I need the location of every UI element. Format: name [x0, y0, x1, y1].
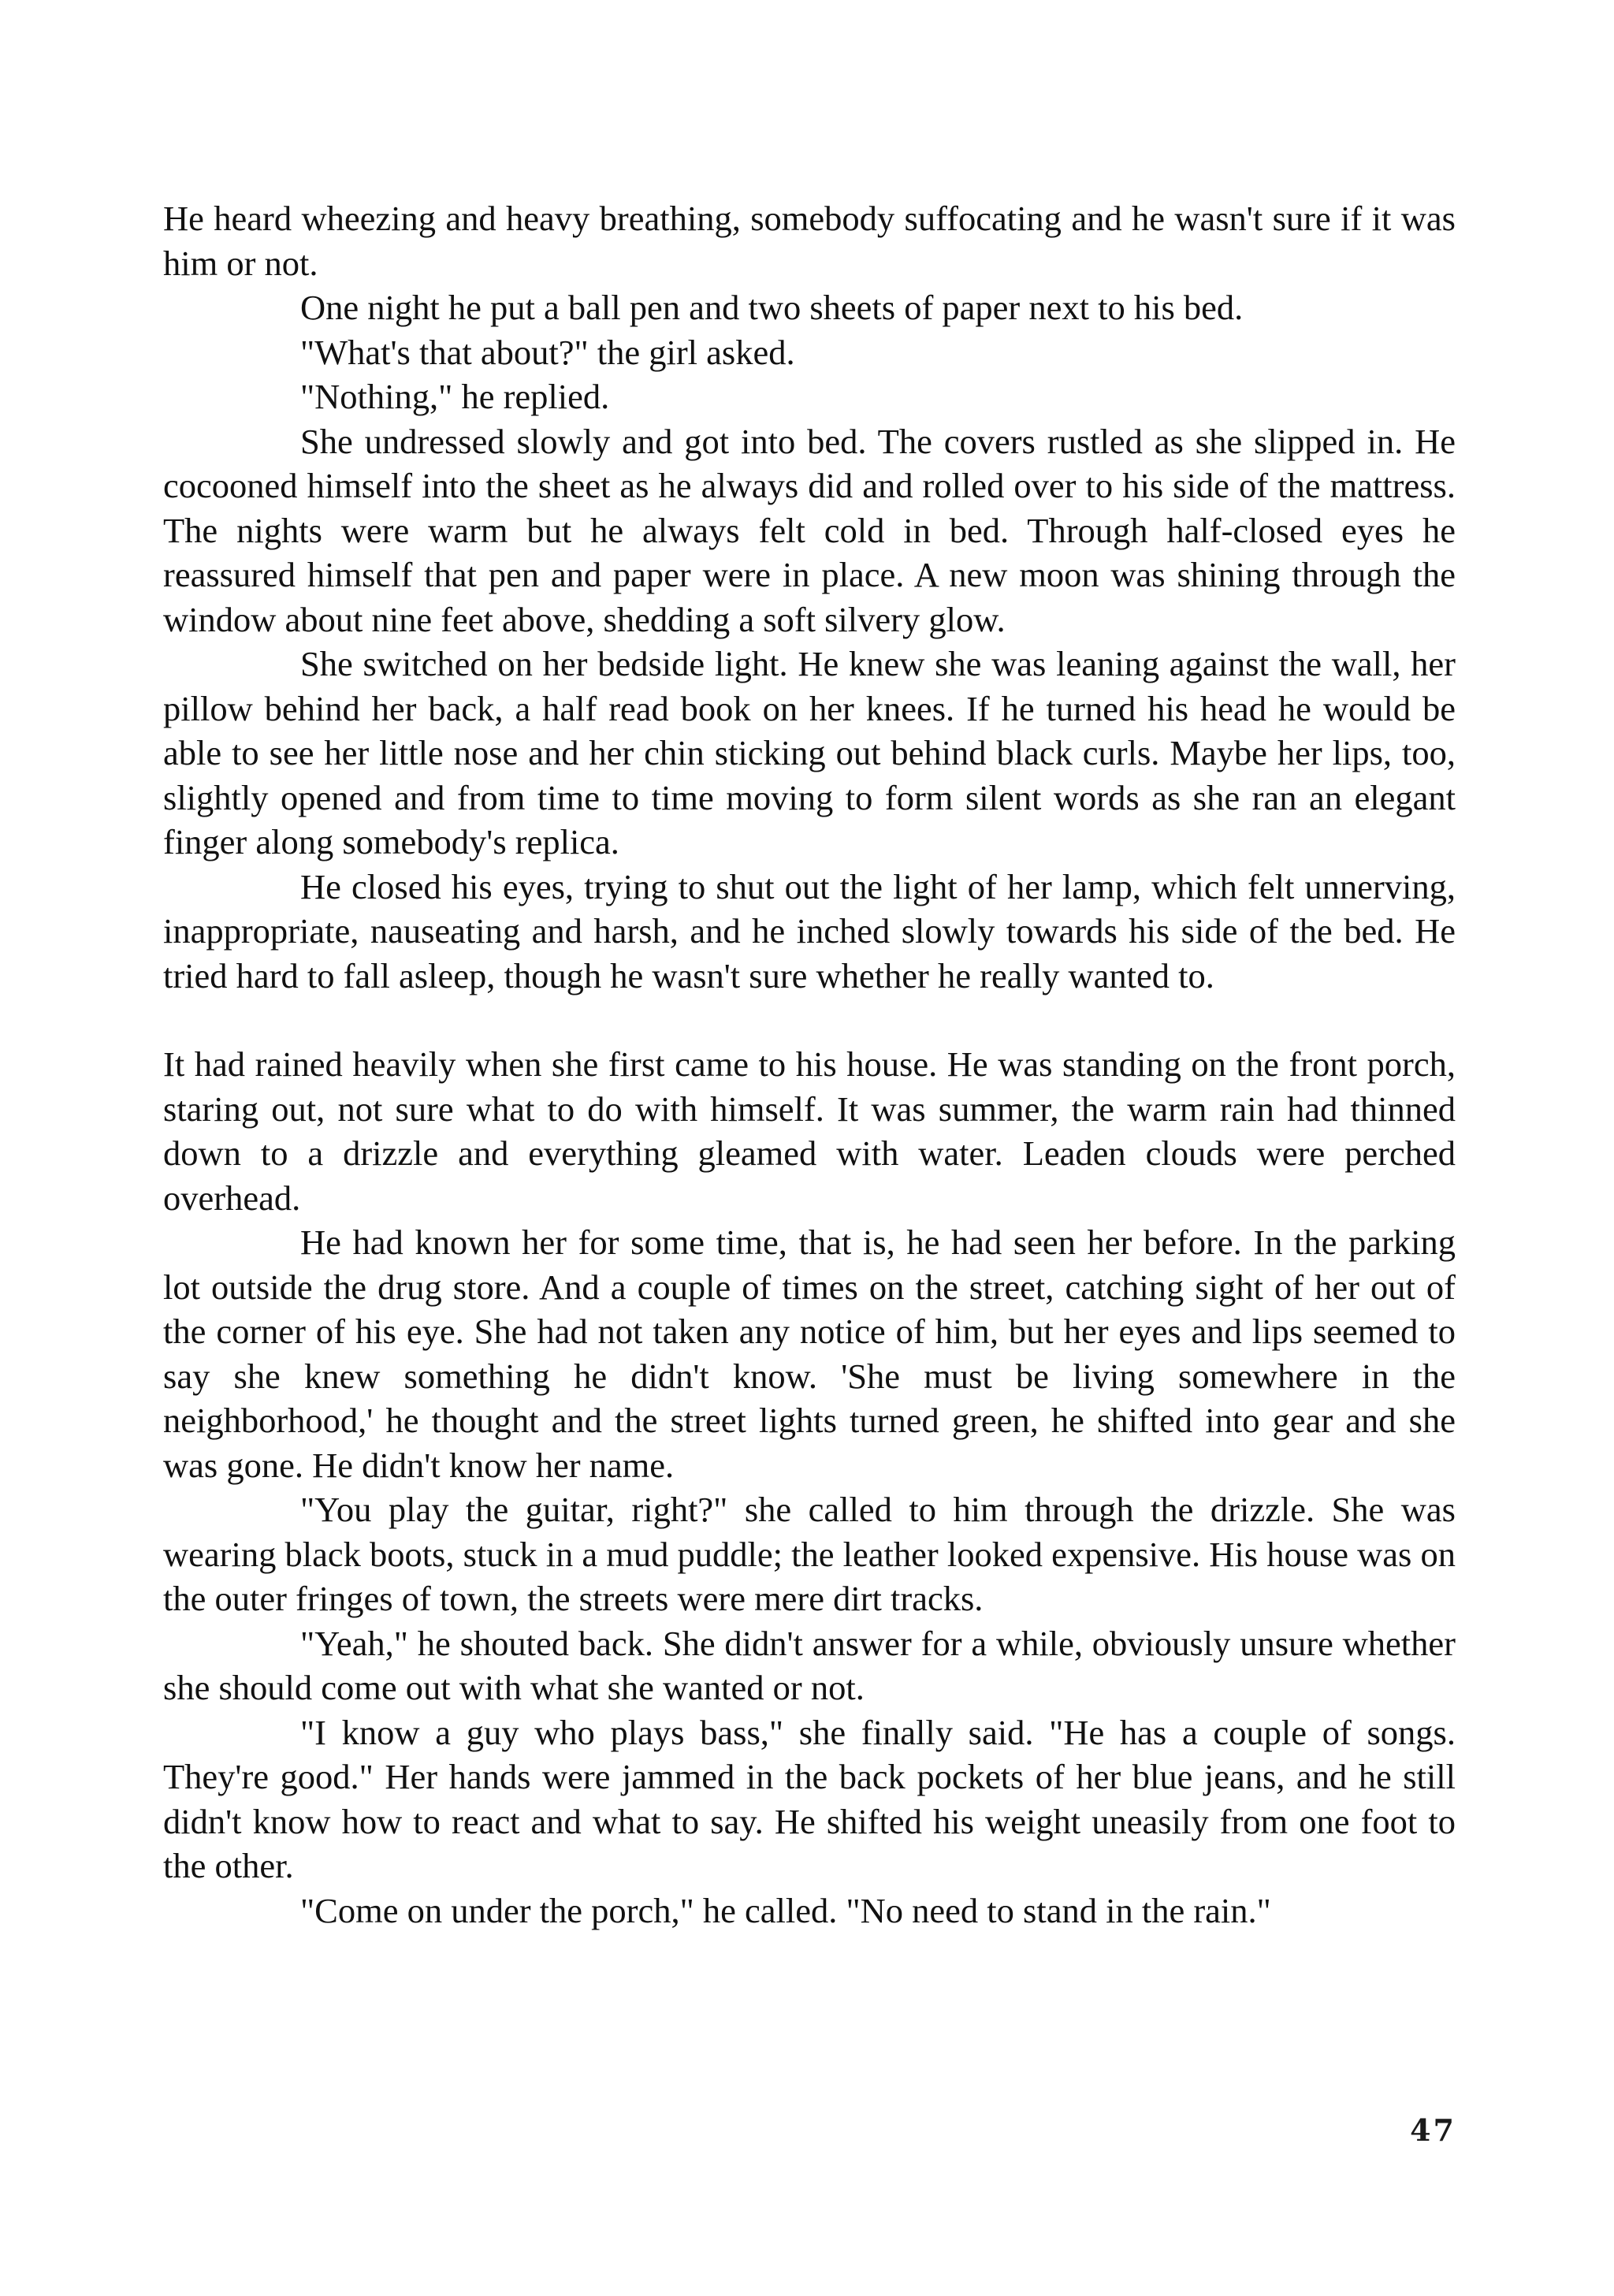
paragraph: "You play the guitar, right?" she called to him through the drizzle. She was wearing black boots, stuck in a mud puddle; the leather looked expensive. His house was on the outer fringes of town, the streets were mere dirt tracks.	[163, 1490, 1456, 1618]
paragraph: She switched on her bedside light. He knew she was leaning against the wall, her pillow behind her back, a half read book on her knees. If he turned his head he would be able to see her little nose and her chin sticking out behind black curls. Maybe her lips, too, slightly opened and from time to time moving to form silent words as she ran an elegant finger along somebody's replica.	[163, 644, 1456, 861]
paragraph: He closed his eyes, trying to shut out the light of her lamp, which felt unnerving, inappropriate, nauseating and harsh, and he inched slowly towards his side of the bed. He tried hard to fall asleep, though he wasn't sure whether he really wanted to.	[163, 866, 1456, 995]
paragraph: He had known her for some time, that is, he had seen her before. In the parking lot outside the drug store. And a couple of times on the street, catching sight of her out of the corner of his eye. She had not taken any notice of him, but her eyes and lips seemed to say she knew something he didn't know. 'She must be living somewhere in the neighborhood,' he thought and the street lights turned green, he shifted into gear and she was gone. He didn't know her name.	[163, 1222, 1456, 1485]
paragraph: "Nothing," he replied.	[300, 377, 610, 416]
paragraph: It had rained heavily when she first came to his house. He was standing on the front porch, staring out, not sure what to do with himself. It was summer, the warm rain had thinned down to a drizzle and everything gleamed with water. Leaden clouds were perched overhead.	[163, 1044, 1456, 1218]
paragraph: She undressed slowly and got into bed. The covers rustled as she slipped in. He cocooned himself into the sheet as he always did and rolled over to his side of the mattress. The nights were warm but he always felt cold in bed. Through half-closed eyes he reassured himself that pen and paper were in place. A new moon was shining through the window about nine feet above, shedding a soft silvery glow.	[163, 421, 1456, 639]
paragraph: "What's that about?" the girl asked.	[300, 332, 795, 372]
page-number: 47	[1410, 2112, 1456, 2148]
paragraph: "I know a guy who plays bass," she finally said. "He has a couple of songs. They're good." Her hands were jammed in the back pockets of her blue jeans, and he still didn't know how to react and what to say. He shifted his weight uneasily from one foot to the other.	[163, 1712, 1456, 1885]
paragraph: "Yeah," he shouted back. She didn't answer for a while, obviously unsure whether she should come out with what she wanted or not.	[163, 1623, 1456, 1707]
section-break	[163, 998, 1456, 1042]
paragraph: He heard wheezing and heavy breathing, somebody suffocating and he wasn't sure if it was him or not.	[163, 199, 1456, 283]
paragraph: One night he put a ball pen and two sheets of paper next to his bed.	[300, 288, 1244, 327]
body-text	[163, 196, 1456, 1933]
paragraph: "Come on under the porch," he called. "No need to stand in the rain."	[300, 1890, 1271, 1930]
